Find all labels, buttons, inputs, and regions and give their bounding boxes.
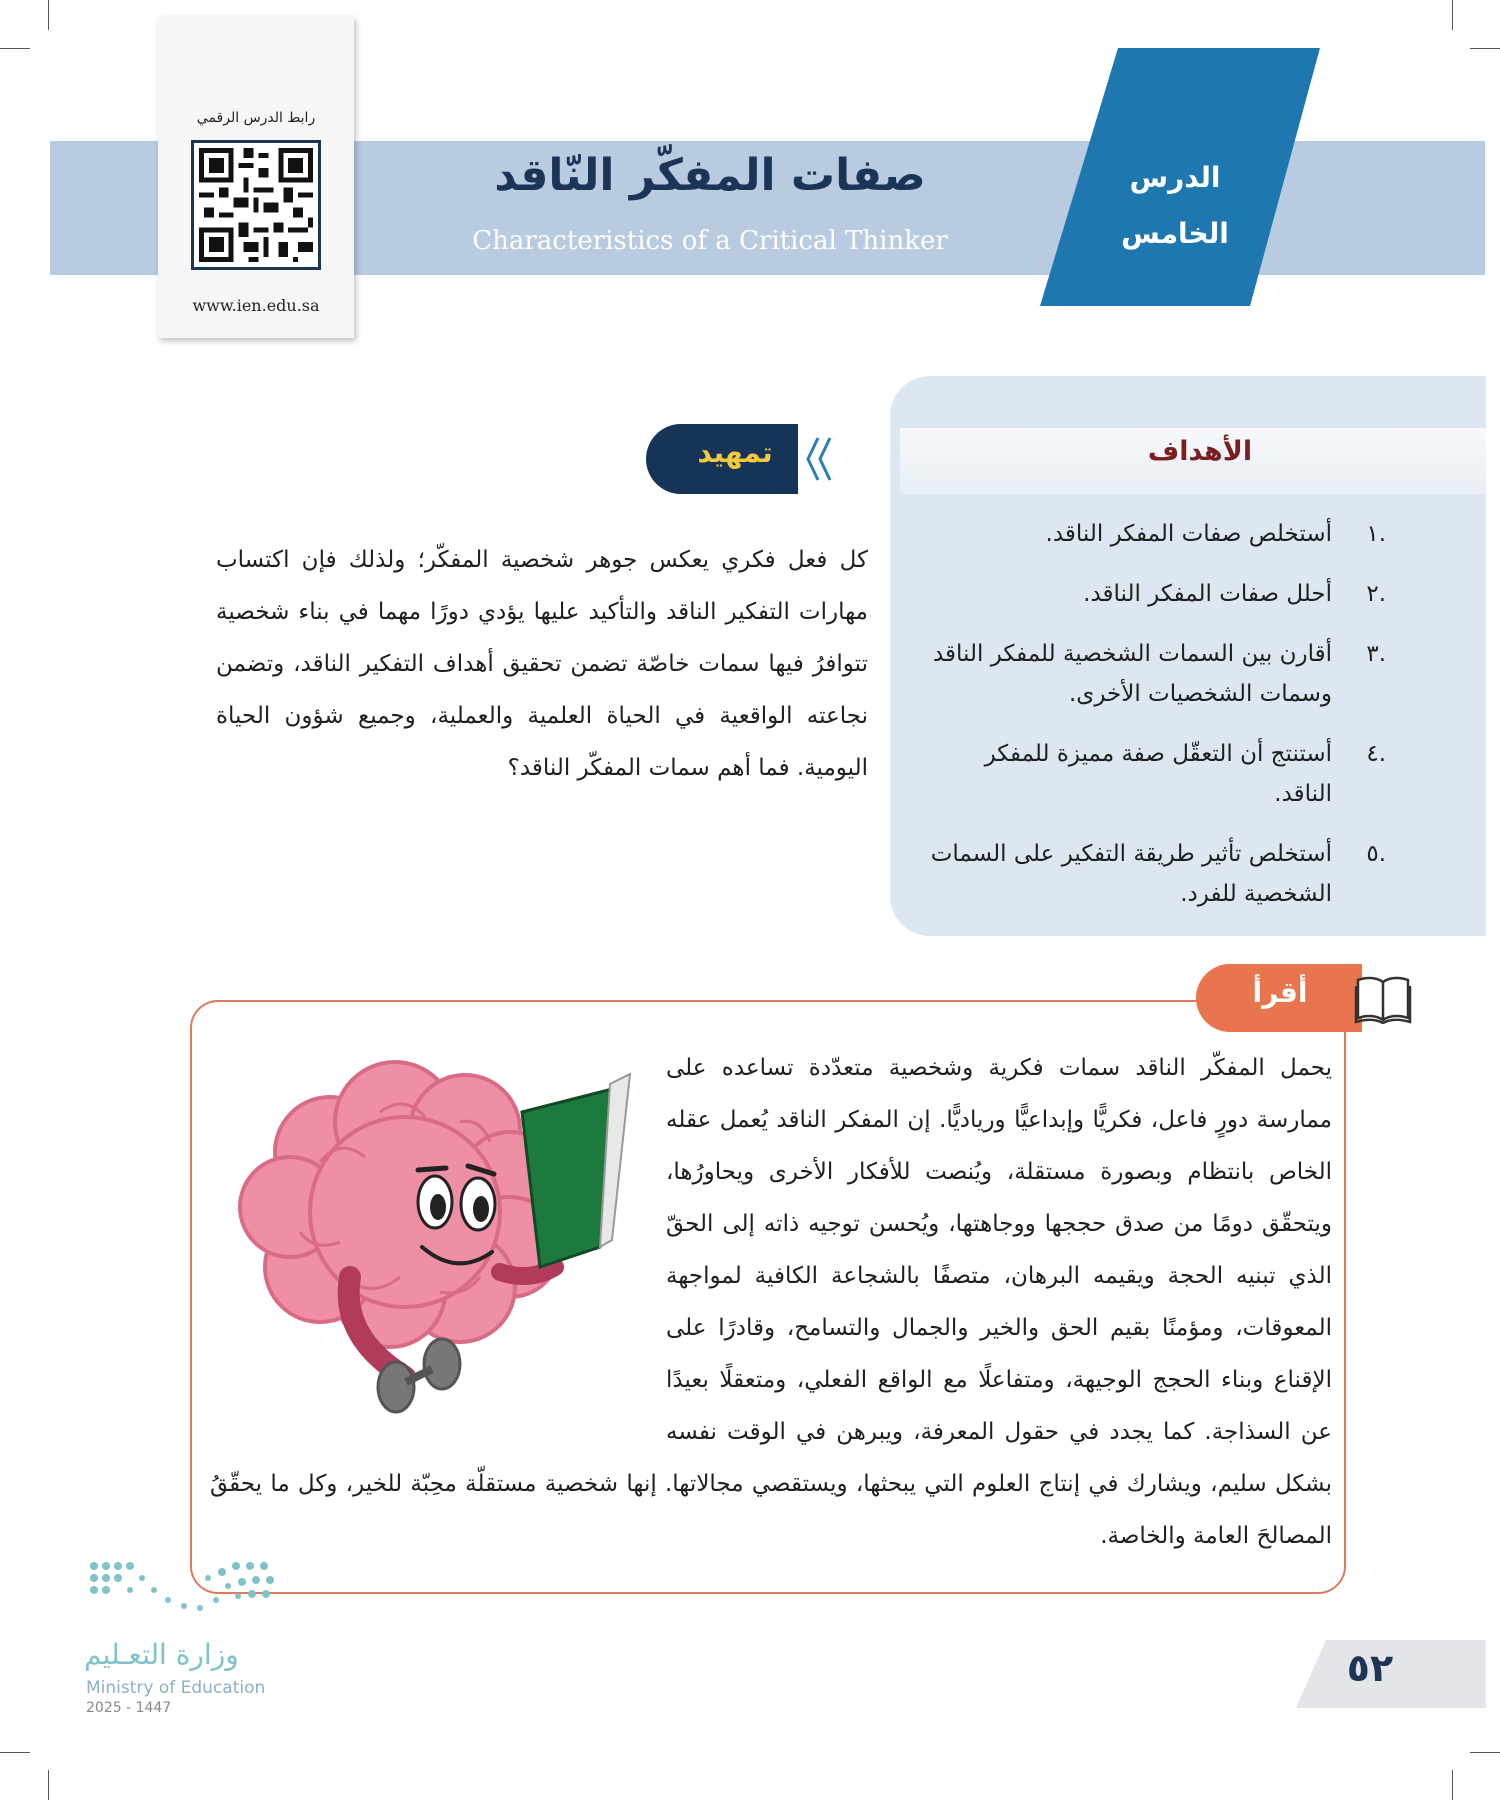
objective-number: .٥ xyxy=(1366,841,1386,867)
read-paragraph: يحمل المفكّر الناقد سمات فكرية وشخصية متعدّدة تساعده على ممارسة دورٍ فاعل، فكريًّا وإبداعيًّا ورياديًّا. إن المفكر الناقد يُعمل عقله الخاص بانتظام وبصورة مستقلة، ويُنصت للأفكار الأخرى ويحاورُها، ويتحقّق دومًا من صدق حججها ووجاهتها، ويُحسن توجيه ذاته إلى الحقّ الذي تبنيه الحجة ويقيمه البرهان، متصفًا بالشجاعة الكافية لمواجهة المعوقات، ومؤمنًا بقيم الحق والخير والجمال والتسامح، وقادرًا على الإقناع وبناء الحجج الوجيهة، ومتفاعلًا مع الواقع الفعلي، ومتعقلًا بعيدًا عن السذاجة. كما يجدد في حقول المعرفة، ويبرهن في الوقت نفسه بشكل سليم، ويشارك في إنتاج العلوم التي يبحثها، ويستقصي مجالاتها. إنها شخصية مستقلّة محِبّة للخير، وكل ما يحقّقُ المصالحَ العامة والخاصة. xyxy=(210,1055,1332,1549)
objective-number: .٤ xyxy=(1366,741,1386,767)
lesson-label: الدرس xyxy=(1129,161,1221,194)
objective-item: أقارن بين السمات الشخصية للمفكر الناقد وسمات الشخصيات الأخرى. xyxy=(932,641,1332,707)
objective-item: أستنتج أن التعقّل صفة مميزة للمفكر الناقد. xyxy=(984,741,1332,807)
crop-mark xyxy=(1470,1752,1500,1753)
intro-label: تمهيد xyxy=(697,436,773,469)
qr-card[interactable] xyxy=(158,16,354,338)
objectives-heading: الأهداف xyxy=(1147,436,1253,467)
page-subtitle-english: Characteristics of a Critical Thinker xyxy=(472,226,948,256)
crop-mark xyxy=(48,0,49,30)
brain-reading-book-icon xyxy=(210,1042,666,1452)
qr-label: رابط الدرس الرقمي xyxy=(196,110,316,126)
brain-illustration xyxy=(210,1042,666,1452)
open-book-icon xyxy=(1354,974,1412,1024)
crop-mark xyxy=(48,1770,49,1800)
ministry-name-arabic: وزارة التعـليم xyxy=(84,1638,239,1671)
crop-mark xyxy=(1452,0,1453,30)
lesson-number xyxy=(1090,150,1260,262)
ministry-logo-dots-icon xyxy=(88,1560,278,1624)
read-paragraph-container xyxy=(210,1042,1332,1562)
ministry-name-english: Ministry of Education xyxy=(86,1678,266,1698)
qr-code-icon[interactable] xyxy=(191,140,321,270)
intro-paragraph: كل فعل فكري يعكس جوهر شخصية المفكّر؛ ولذلك فإن اكتساب مهارات التفكير الناقد والتأكيد عليها يؤدي دورًا مهما في بناء شخصية تتوافرُ فيها سمات خاصّة تضمن تحقيق أهداف التفكير الناقد، وتضمن نجاعته الواقعية في الحياة العلمية والعملية، وجميع شؤون الحياة اليومية. فما أهم سمات المفكّر الناقد؟ xyxy=(216,547,868,781)
crop-mark xyxy=(1470,48,1500,49)
objective-number: .١ xyxy=(1366,521,1386,547)
double-chevron-icon xyxy=(798,424,860,494)
page-title: صفات المفكّر النّاقد xyxy=(494,150,926,201)
lesson-ordinal: الخامس xyxy=(1121,217,1229,250)
objective-item: أحلل صفات المفكر الناقد. xyxy=(1083,581,1332,607)
qr-url[interactable]: www.ien.edu.sa xyxy=(192,296,320,315)
edition-year: 2025 - 1447 xyxy=(86,1700,172,1716)
objective-number: .٣ xyxy=(1366,641,1386,667)
crop-mark xyxy=(0,48,30,49)
objective-number: .٢ xyxy=(1366,581,1386,607)
read-label: أقرأ xyxy=(1252,976,1308,1009)
objective-item: أستخلص صفات المفكر الناقد. xyxy=(1045,521,1332,547)
page-number: ٥٢ xyxy=(1346,1646,1394,1690)
objective-item: أستخلص تأثير طريقة التفكير على السمات الشخصية للفرد. xyxy=(930,841,1332,907)
crop-mark xyxy=(1452,1770,1453,1800)
crop-mark xyxy=(0,1752,30,1753)
